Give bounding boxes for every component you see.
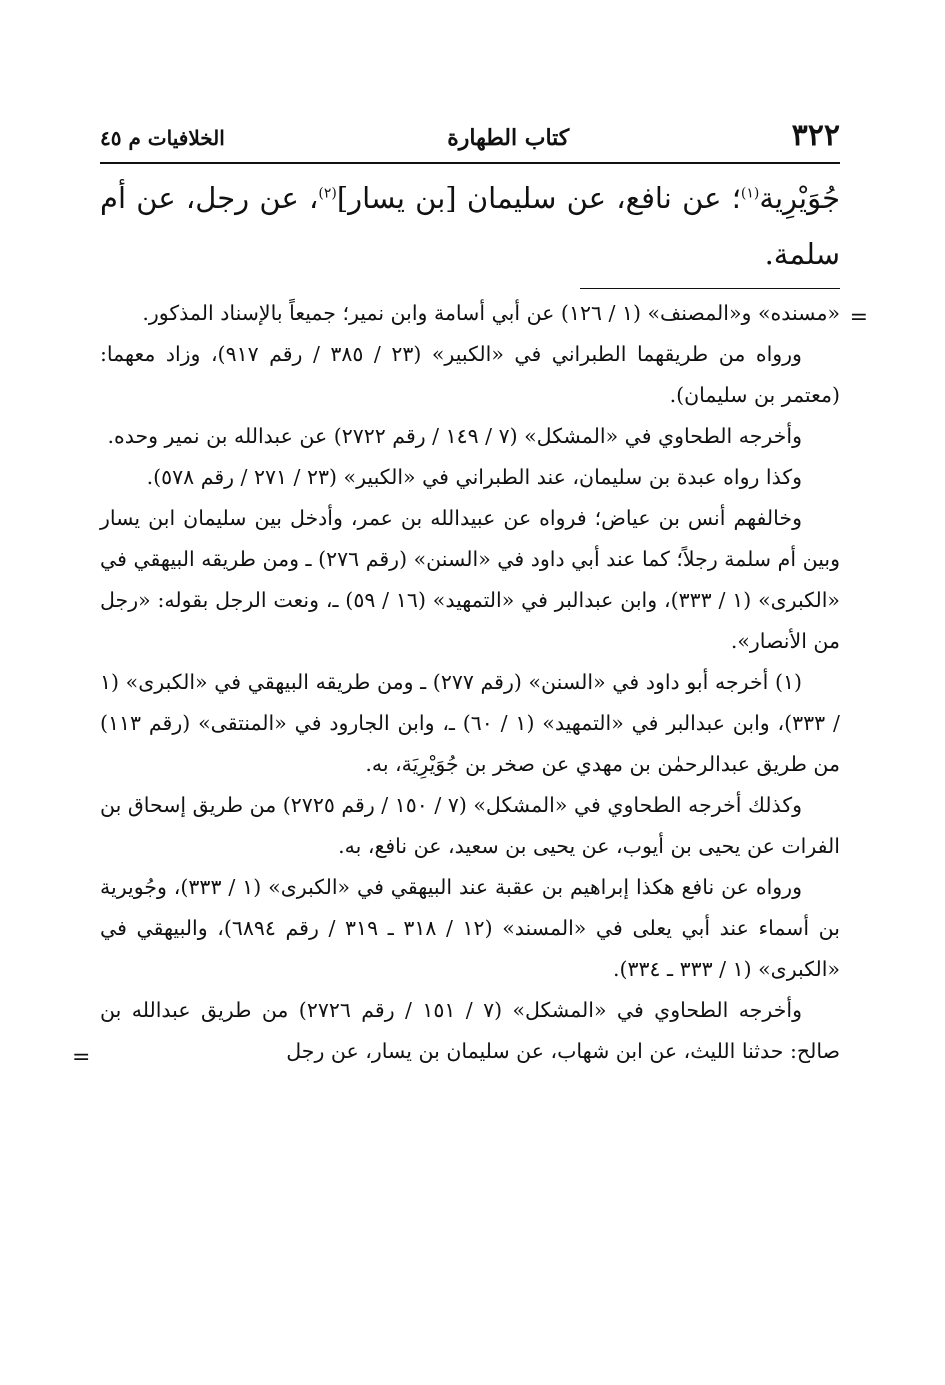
continuation-mark-bottom: = [72,1045,91,1070]
footnote-paragraph: وأخرجه الطحاوي في «المشكل» (٧ / ١٥١ / رقم ٢٧٢٦) من طريق عبدالله بن صالح: حدثنا الليث، عن ابن شهاب، عن سليمان بن يسار، عن رجل [100,998,840,1063]
footnotes [72,293,868,1072]
main-text-part-2: ؛ عن نافع، عن سليمان [بن يسار] [336,181,741,215]
running-title: كتاب الطهارة [447,125,570,151]
footnote-paragraph: ورواه من طريقهما الطبراني في «الكبير» (٢٣ / ٣٨٥ / رقم ٩١٧)، وزاد معهما: (معتمر بن سليمان). [100,342,840,407]
footnote-paragraph: وخالفهم أنس بن عياض؛ فرواه عن عبيدالله بن عمر، وأدخل بين سليمان ابن يسار وبين أم سلمة رجلاً؛ كما عند أبي داود في «السنن» (رقم ٢٧٦) ـ ومن طريقه البيهقي في «الكبرى» (١ / ٣٣٣)، وابن عبدالبر في «التمهيد» (١٦ / ٥٩) ـ، ونعت الرجل بقوله: «رجل من الأنصار». [100,506,840,653]
footnote-separator [580,288,840,289]
page-number: ٣٢٢ [791,118,840,153]
main-text-part-1: جُوَيْرِية [759,181,840,215]
footnote-ref-2: (٢) [318,185,337,202]
main-text-part-3: ، عن رجل، عن أم سلمة. [100,181,840,271]
footnote-paragraph: ورواه عن نافع هكذا إبراهيم بن عقبة عند البيهقي في «الكبرى» (١ / ٣٣٣)، وجُويرية بن أسماء عند أبي يعلى في «المسند» (١٢ / ٣١٨ ـ ٣١٩ / رقم ٦٨٩٤)، والبيهقي في «الكبرى» (١ / ٣٣٣ ـ ٣٣٤). [100,875,840,981]
footnote-paragraph: وأخرجه الطحاوي في «المشكل» (٧ / ١٤٩ / رقم ٢٧٢٢) عن عبدالله بن نمير وحده. [107,424,802,448]
main-text [100,170,840,282]
footnote-1: (١) أخرجه أبو داود في «السنن» (رقم ٢٧٧) ـ ومن طريقه البيهقي في «الكبرى» (١ / ٣٣٣)، وابن عبدالبر في «التمهيد» (١ / ٦٠) ـ، وابن الجارود في «المنتقى» (رقم ١١٣) من طريق عبدالرحمٰن بن مهدي عن صخر بن جُوَيْرِيَة، به. [100,670,840,776]
footnote-paragraph: وكذا رواه عبدة بن سليمان، عند الطبراني في «الكبير» (٢٣ / ٢٧١ / رقم ٥٧٨). [146,465,802,489]
page-header [100,118,840,164]
footnote-paragraph: وكذلك أخرجه الطحاوي في «المشكل» (٧ / ١٥٠ / رقم ٢٧٢٥) من طريق إسحاق بن الفرات عن يحيى بن أيوب، عن يحيى بن سعيد، عن نافع، به. [100,793,840,858]
book-page [72,118,868,1072]
footnote-paragraph: «مسنده» و«المصنف» (١ / ١٢٦) عن أبي أسامة وابن نمير؛ جميعاً بالإسناد المذكور. [142,301,840,325]
continuation-mark-top: = [849,305,868,330]
volume-mark: الخلافيات م ٤٥ [100,126,225,150]
footnote-ref-1: (١) [740,185,760,202]
